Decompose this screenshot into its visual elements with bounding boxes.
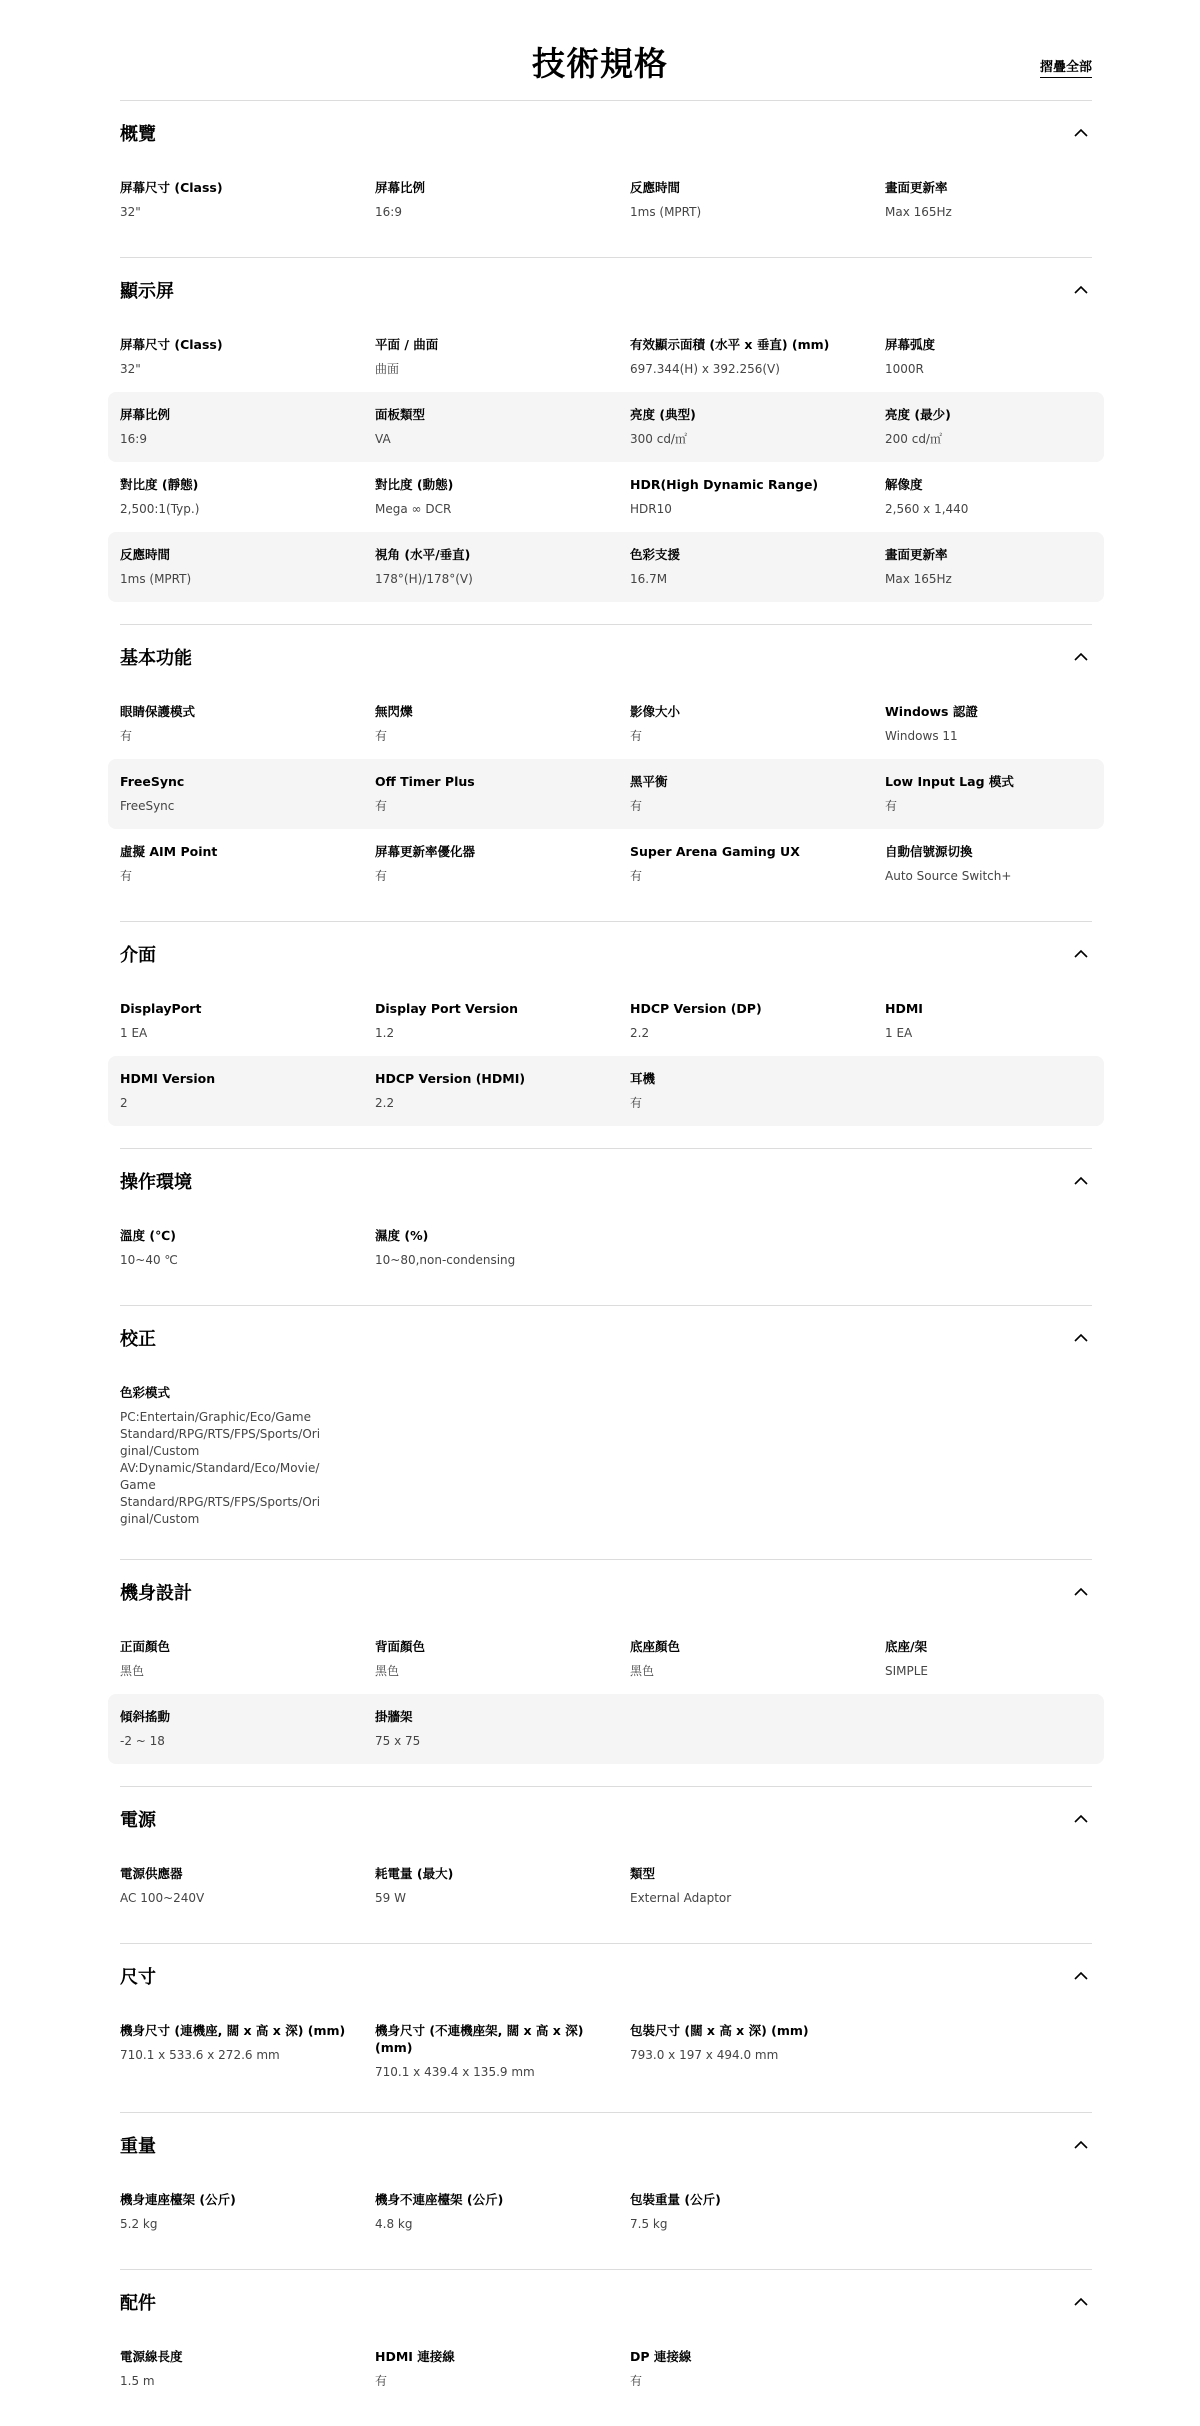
spec-item <box>375 1220 630 1274</box>
spec-item <box>375 1631 630 1685</box>
spec-item <box>120 696 375 750</box>
spec-value: 7.5 kg <box>630 2217 668 2231</box>
spec-value: FreeSync <box>120 799 175 813</box>
spec-value: 200 cd/㎡ <box>885 432 942 446</box>
spec-label: Off Timer Plus <box>375 774 475 789</box>
spec-label: FreeSync <box>120 774 185 789</box>
spec-value: Windows 11 <box>885 729 958 743</box>
spec-label: 解像度 <box>885 477 923 492</box>
spec-value: 10~40 ℃ <box>120 1253 178 1267</box>
spec-item <box>120 2015 375 2081</box>
spec-section <box>120 1305 1092 1559</box>
spec-item <box>375 2184 630 2238</box>
spec-value: 16.7M <box>630 572 668 586</box>
spec-label: 耳機 <box>630 1071 656 1086</box>
spec-value: 有 <box>885 799 898 813</box>
chevron-up-icon[interactable] <box>1070 2291 1092 2313</box>
spec-item <box>120 1220 375 1274</box>
spec-label: 機身尺寸 (不連機座架, 闊 x 高 x 深) (mm) <box>375 2023 584 2055</box>
spec-section <box>120 1943 1092 2112</box>
spec-value: 710.1 x 439.4 x 135.9 mm <box>375 2065 535 2079</box>
spec-value: 178°(H)/178°(V) <box>375 572 473 586</box>
spec-item <box>375 696 630 750</box>
spec-label: HDMI Version <box>120 1071 216 1086</box>
spec-item <box>375 993 630 1047</box>
spec-row <box>108 2008 1104 2090</box>
spec-label: 面板類型 <box>375 407 426 422</box>
spec-value: 有 <box>120 729 133 743</box>
section-header[interactable] <box>120 625 1092 689</box>
spec-label: Low Input Lag 模式 <box>885 774 1014 789</box>
section-header[interactable] <box>120 258 1092 322</box>
spec-value: 2,500:1(Typ.) <box>120 502 200 516</box>
chevron-up-icon[interactable] <box>1070 1581 1092 1603</box>
spec-row <box>108 322 1104 392</box>
spec-row <box>108 986 1104 1056</box>
spec-section <box>120 1559 1092 1786</box>
spec-value: 有 <box>375 869 388 883</box>
spec-item <box>630 1631 885 1685</box>
spec-item <box>120 2184 375 2238</box>
spec-label: Windows 認證 <box>885 704 978 719</box>
spec-item <box>120 2341 375 2395</box>
spec-value: 1 EA <box>120 1026 148 1040</box>
spec-item <box>375 766 630 820</box>
spec-item <box>630 172 885 226</box>
section-header[interactable] <box>120 2270 1092 2334</box>
spec-label: 亮度 (典型) <box>630 407 696 422</box>
spec-label: 電源線長度 <box>120 2349 183 2364</box>
spec-label: 類型 <box>630 1866 656 1881</box>
chevron-up-icon[interactable] <box>1070 1808 1092 1830</box>
spec-value: 32" <box>120 362 141 376</box>
spec-section <box>120 1786 1092 1943</box>
spec-value: Auto Source Switch+ <box>885 869 1012 883</box>
spec-item <box>630 329 885 383</box>
page-header <box>0 0 1200 100</box>
spec-label: 對比度 (動態) <box>375 477 454 492</box>
section-title: 顯示屏 <box>120 281 174 302</box>
spec-item <box>885 399 1092 453</box>
spec-value: 10~80,non-condensing <box>375 1253 516 1267</box>
spec-label: 屏幕尺寸 (Class) <box>120 337 223 352</box>
spec-value: PC:Entertain/Graphic/Eco/Game Standard/RPG/RTS/FPS/Sports/Ori ginal/Custom AV:Dynamic/Standard/Eco/Movie/ Game Standard/RPG/RTS/FPS/Sports/Ori ginal/Custom <box>120 1410 321 1526</box>
spec-value: 300 cd/㎡ <box>630 432 687 446</box>
spec-label: 對比度 (靜態) <box>120 477 199 492</box>
spec-row <box>108 2177 1104 2247</box>
spec-item <box>630 696 885 750</box>
spec-item <box>630 2015 885 2081</box>
spec-label: HDR(High Dynamic Range) <box>630 477 819 492</box>
spec-section <box>120 1148 1092 1305</box>
spec-label: DP 連接線 <box>630 2349 692 2364</box>
spec-label: 黑平衡 <box>630 774 668 789</box>
spec-item <box>885 696 1092 750</box>
spec-item <box>375 836 630 890</box>
spec-item <box>375 2341 630 2395</box>
chevron-up-icon[interactable] <box>1070 943 1092 965</box>
section-header[interactable] <box>120 922 1092 986</box>
spec-item <box>375 469 630 523</box>
spec-value: AC 100~240V <box>120 1891 205 1905</box>
spec-item <box>375 1858 630 1912</box>
spec-row <box>108 462 1104 532</box>
spec-row <box>108 1056 1104 1126</box>
spec-value: 1000R <box>885 362 924 376</box>
spec-item <box>885 993 1092 1047</box>
spec-label: 底座/架 <box>885 1639 928 1654</box>
section-title: 機身設計 <box>120 1583 192 1604</box>
spec-row <box>108 1694 1104 1764</box>
spec-section <box>120 2112 1092 2269</box>
spec-label: 溫度 (℃) <box>120 1228 176 1243</box>
section-title: 介面 <box>120 945 156 966</box>
spec-value: 黑色 <box>630 1664 655 1678</box>
spec-item <box>120 329 375 383</box>
section-header[interactable] <box>120 101 1092 165</box>
spec-label: HDMI <box>885 1001 923 1016</box>
spec-row <box>108 1213 1104 1283</box>
spec-label: 色彩支援 <box>630 547 681 562</box>
spec-label: 正面顏色 <box>120 1639 171 1654</box>
spec-item <box>885 539 1092 593</box>
spec-item <box>375 329 630 383</box>
spec-item <box>375 399 630 453</box>
spec-item <box>375 1701 630 1755</box>
spec-item <box>630 2184 885 2238</box>
spec-item <box>885 329 1092 383</box>
section-title: 重量 <box>120 2136 156 2157</box>
spec-row <box>108 165 1104 235</box>
spec-row <box>108 689 1104 759</box>
spec-value: 黑色 <box>120 1664 145 1678</box>
spec-value: 1 EA <box>885 1026 913 1040</box>
spec-value: 793.0 x 197 x 494.0 mm <box>630 2048 779 2062</box>
spec-value: 1.5 m <box>120 2374 155 2388</box>
section-title: 概覽 <box>120 124 156 145</box>
spec-item <box>375 172 630 226</box>
spec-label: 視角 (水平/垂直) <box>375 547 471 562</box>
spec-item <box>885 469 1092 523</box>
spec-value: 有 <box>630 799 643 813</box>
spec-item <box>120 836 375 890</box>
spec-label: 機身尺寸 (連機座, 闊 x 高 x 深) (mm) <box>120 2023 346 2038</box>
section-title: 尺寸 <box>120 1967 156 1988</box>
spec-section <box>120 624 1092 921</box>
spec-section <box>120 2269 1092 2426</box>
spec-label: 掛牆架 <box>375 1709 413 1724</box>
spec-label: 包裝尺寸 (闊 x 高 x 深) (mm) <box>630 2023 809 2038</box>
spec-row <box>108 829 1104 899</box>
chevron-up-icon[interactable] <box>1070 122 1092 144</box>
spec-item <box>630 539 885 593</box>
spec-value: 黑色 <box>375 1664 400 1678</box>
section-title: 校正 <box>120 1329 156 1350</box>
chevron-up-icon[interactable] <box>1070 1965 1092 1987</box>
section-title: 配件 <box>120 2293 156 2314</box>
spec-row <box>108 392 1104 462</box>
spec-label: 機身連座檯架 (公斤) <box>120 2192 236 2207</box>
spec-item <box>630 993 885 1047</box>
spec-value: 有 <box>630 1096 643 1110</box>
chevron-up-icon[interactable] <box>1070 279 1092 301</box>
spec-section <box>120 257 1092 624</box>
spec-label: 屏幕比例 <box>120 407 171 422</box>
spec-value: VA <box>375 432 391 446</box>
spec-label: 底座顏色 <box>630 1639 681 1654</box>
spec-label: Super Arena Gaming UX <box>630 844 800 859</box>
spec-sections <box>0 100 1200 2426</box>
spec-label: 屏幕比例 <box>375 180 426 195</box>
spec-value: 5.2 kg <box>120 2217 158 2231</box>
spec-item <box>120 766 375 820</box>
spec-item <box>630 836 885 890</box>
section-header[interactable] <box>120 1787 1092 1851</box>
spec-label: 平面 / 曲面 <box>375 337 439 352</box>
spec-item <box>375 2015 630 2081</box>
section-header[interactable] <box>120 2113 1092 2177</box>
spec-row <box>108 759 1104 829</box>
spec-value: 16:9 <box>375 205 402 219</box>
spec-item <box>885 172 1092 226</box>
spec-label: 影像大小 <box>630 704 681 719</box>
spec-item <box>120 1063 375 1117</box>
spec-value: 有 <box>630 729 643 743</box>
spec-item <box>120 539 375 593</box>
spec-value: 59 W <box>375 1891 406 1905</box>
section-header[interactable] <box>120 1306 1092 1370</box>
spec-item <box>630 2341 885 2395</box>
spec-value: 697.344(H) x 392.256(V) <box>630 362 780 376</box>
spec-label: 屏幕弧度 <box>885 337 936 352</box>
spec-value: 710.1 x 533.6 x 272.6 mm <box>120 2048 280 2062</box>
spec-section <box>120 921 1092 1148</box>
spec-value: 4.8 kg <box>375 2217 413 2231</box>
spec-item <box>630 766 885 820</box>
spec-item <box>630 399 885 453</box>
spec-row <box>108 1851 1104 1921</box>
spec-label: 無閃爍 <box>375 704 413 719</box>
spec-value: 32" <box>120 205 141 219</box>
section-header[interactable] <box>120 1149 1092 1213</box>
spec-label: DisplayPort <box>120 1001 202 1016</box>
spec-item <box>120 1701 375 1755</box>
spec-item <box>120 1858 375 1912</box>
spec-value: Max 165Hz <box>885 205 952 219</box>
spec-label: 濕度 (%) <box>375 1228 429 1243</box>
chevron-up-icon[interactable] <box>1070 1327 1092 1349</box>
spec-value: 有 <box>120 869 133 883</box>
spec-label: Display Port Version <box>375 1001 518 1016</box>
spec-row <box>108 1624 1104 1694</box>
spec-item <box>120 1377 375 1528</box>
spec-row <box>108 2334 1104 2404</box>
chevron-up-icon[interactable] <box>1070 1170 1092 1192</box>
collapse-all-button[interactable]: 摺疊全部 <box>1040 56 1092 78</box>
spec-item <box>120 172 375 226</box>
spec-item <box>120 469 375 523</box>
spec-label: 包裝重量 (公斤) <box>630 2192 721 2207</box>
section-title: 基本功能 <box>120 648 192 669</box>
spec-item <box>885 1631 1092 1685</box>
spec-label: HDCP Version (HDMI) <box>375 1071 526 1086</box>
spec-item <box>120 399 375 453</box>
spec-label: 屏幕更新率優化器 <box>375 844 476 859</box>
spec-value: 曲面 <box>375 362 400 376</box>
spec-value: 75 x 75 <box>375 1734 421 1748</box>
spec-label: 機身不連座檯架 (公斤) <box>375 2192 504 2207</box>
spec-label: 傾斜搖動 <box>120 1709 171 1724</box>
page-title: 技術規格 <box>532 44 668 83</box>
spec-label: 色彩模式 <box>120 1385 171 1400</box>
spec-value: -2 ~ 18 <box>120 1734 165 1748</box>
spec-value: 有 <box>630 2374 643 2388</box>
spec-value: Max 165Hz <box>885 572 952 586</box>
section-title: 操作環境 <box>120 1172 192 1193</box>
spec-label: 眼睛保護模式 <box>120 704 196 719</box>
section-header[interactable] <box>120 1944 1092 2008</box>
spec-value: 2,560 x 1,440 <box>885 502 969 516</box>
spec-label: 反應時間 <box>120 547 171 562</box>
spec-label: 畫面更新率 <box>885 547 948 562</box>
spec-value: 有 <box>375 2374 388 2388</box>
spec-label: 反應時間 <box>630 180 681 195</box>
chevron-up-icon[interactable] <box>1070 646 1092 668</box>
spec-label: 有效顯示面積 (水平 x 垂直) (mm) <box>630 337 830 352</box>
spec-value: HDR10 <box>630 502 672 516</box>
spec-label: 亮度 (最少) <box>885 407 951 422</box>
section-title: 電源 <box>120 1810 156 1831</box>
spec-item <box>630 1858 885 1912</box>
spec-value: 1ms (MPRT) <box>120 572 192 586</box>
spec-item <box>375 539 630 593</box>
spec-item <box>120 993 375 1047</box>
spec-value: 16:9 <box>120 432 147 446</box>
section-header[interactable] <box>120 1560 1092 1624</box>
spec-value: SIMPLE <box>885 1664 929 1678</box>
spec-label: 自動信號源切換 <box>885 844 973 859</box>
spec-label: 電源供應器 <box>120 1866 183 1881</box>
spec-row <box>108 1370 1104 1537</box>
spec-item <box>885 766 1092 820</box>
spec-value: 2.2 <box>630 1026 650 1040</box>
spec-value: 2 <box>120 1096 128 1110</box>
spec-label: 耗電量 (最大) <box>375 1866 454 1881</box>
spec-item <box>630 469 885 523</box>
spec-value: 1.2 <box>375 1026 395 1040</box>
spec-item <box>375 1063 630 1117</box>
spec-label: 畫面更新率 <box>885 180 948 195</box>
spec-section <box>120 100 1092 257</box>
spec-value: 1ms (MPRT) <box>630 205 702 219</box>
spec-label: 虛擬 AIM Point <box>120 844 218 859</box>
spec-value: 2.2 <box>375 1096 395 1110</box>
spec-row <box>108 532 1104 602</box>
spec-value: Mega ∞ DCR <box>375 502 452 516</box>
spec-value: 有 <box>375 799 388 813</box>
spec-label: 背面顏色 <box>375 1639 426 1654</box>
spec-label: HDCP Version (DP) <box>630 1001 762 1016</box>
spec-value: 有 <box>375 729 388 743</box>
spec-value: External Adaptor <box>630 1891 732 1905</box>
chevron-up-icon[interactable] <box>1070 2134 1092 2156</box>
spec-item <box>885 836 1092 890</box>
spec-label: HDMI 連接線 <box>375 2349 455 2364</box>
spec-item <box>630 1063 885 1117</box>
spec-label: 屏幕尺寸 (Class) <box>120 180 223 195</box>
spec-item <box>120 1631 375 1685</box>
spec-value: 有 <box>630 869 643 883</box>
